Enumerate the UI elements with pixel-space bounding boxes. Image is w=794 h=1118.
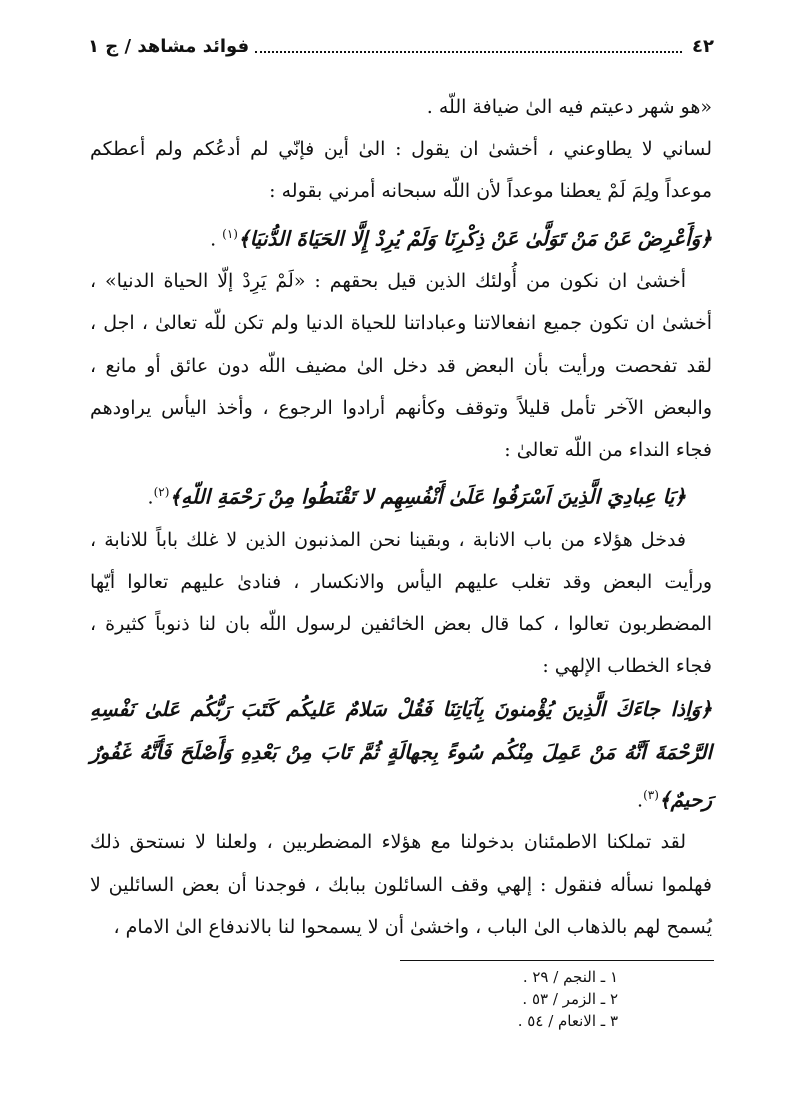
page-body bbox=[90, 86, 712, 948]
verse-text: ﴿يَا عِبادِيَ الَّذِينَ اَسْرَفُوا عَلَىٰ أَنْفُسِهِم لا تَقْنَطُوا مِنْ رَحْمَةِ اللّهِ﴾ bbox=[169, 484, 686, 509]
paragraph-5: لقد تملكنا الاطمئنان بدخولنا مع هؤلاء المضطربين ، ولعلنا لا نستحق ذلك فهلموا نسأله فنقول : إلهي وقف السائلون ببابك ، فوجدنا أن بعض السائلين لا يُسمح لهم بالذهاب الىٰ الباب ، واخشىٰ أن لا يسمحوا لنا بالاندفاع الىٰ الامام ، bbox=[90, 831, 712, 938]
paragraph-3: أخشىٰ ان نكون من أُولئك الذين قيل بحقهم : «لَمْ يَرِدْ إلّا الحياة الدنيا» ، أخشىٰ ان تكون جميع انفعالاتنا وعباداتنا للحياة الدنيا ولم تكن للّه تعالىٰ ، اجل ، لقد تفحصت ورأيت بأن البعض قد دخل الىٰ مضيف اللّه دون عائق أو مانع ، والبعض الآخر تأمل قليلاً وتوقف وكأنهم أرادوا الرجوع ، وأخذ اليأس يراودهم فجاء النداء من اللّه تعالىٰ : bbox=[90, 270, 712, 461]
quran-verse-3 bbox=[90, 688, 712, 822]
verse-text: ﴿وَاِذا جاءَكَ الَّذِينَ يُؤْمنونَ بِآيَاتِنَا فَقُلْ سَلامٌ عَليكُم كَتَبَ رَبُّكُم عَلىٰ نَفْسِهِ الرَّحْمَةَ اَنَّهُ مَنْ عَمِلَ مِنْكُم سُوءً بِجهالَةٍ ثُمَّ تَابَ مِنْ بَعْدِهِ وَأَصْلَحَ فَأَنَّهُ غَفُورٌ رَحيمٌ﴾ bbox=[90, 696, 713, 812]
verse-tail: . bbox=[637, 789, 644, 812]
book-title: فوائد مشاهد / ج ١ bbox=[88, 35, 250, 57]
footnotes bbox=[518, 966, 618, 1032]
footnote-1: ١ ـ النجم / ٢٩ . bbox=[522, 968, 618, 986]
page-number: ٤٢ bbox=[692, 35, 714, 57]
verse-tail: . bbox=[147, 486, 154, 509]
dotted-leader bbox=[255, 39, 682, 53]
paragraph-2: لساني لا يطاوعني ، أخشىٰ ان يقول : الىٰ أين فإنّي لم أدعُكم ولم أعطكم موعداً ولِمَ لَمْ يعطنا موعداً لأن اللّه سبحانه أمرني بقوله : bbox=[90, 138, 712, 203]
footnote-2: ٢ ـ الزمر / ٥٣ . bbox=[522, 990, 618, 1008]
verse-tail: . bbox=[210, 227, 223, 250]
footnote-ref-2: (٢) bbox=[153, 485, 170, 500]
running-header bbox=[88, 32, 714, 60]
footnote-ref-1: (١) bbox=[222, 226, 238, 241]
footnote-ref-3: (٣) bbox=[643, 787, 659, 802]
paragraph-1: «هو شهر دعيتم فيه الىٰ ضيافة اللّه . bbox=[426, 96, 712, 118]
footnote-divider bbox=[400, 960, 714, 961]
quran-verse-1 bbox=[90, 213, 712, 261]
footnote-3: ٣ ـ الانعام / ٥٤ . bbox=[517, 1012, 618, 1030]
paragraph-4: فدخل هؤلاء من باب الانابة ، وبقينا نحن المذنبون الذين لا غلك باباً للانابة ، ورأيت البعض وقد تغلب عليهم اليأس والانكسار ، فنادىٰ عليهم تعالوا أيّها المضطربون تعالوا ، كما قال بعض الخائفين لرسول اللّه بان لنا ذنوباً كثيرة ، فجاء الخطاب الإلهي : bbox=[90, 528, 712, 678]
verse-text: ﴿وَأَعْرِضْ عَنْ مَنْ تَوَلَّىٰ عَنْ ذِكْرِنَا وَلَمْ يُرِدْ إِلَّا الحَيَاةَ الدُّنيَا﴾ bbox=[237, 225, 712, 250]
quran-verse-2 bbox=[90, 471, 712, 519]
